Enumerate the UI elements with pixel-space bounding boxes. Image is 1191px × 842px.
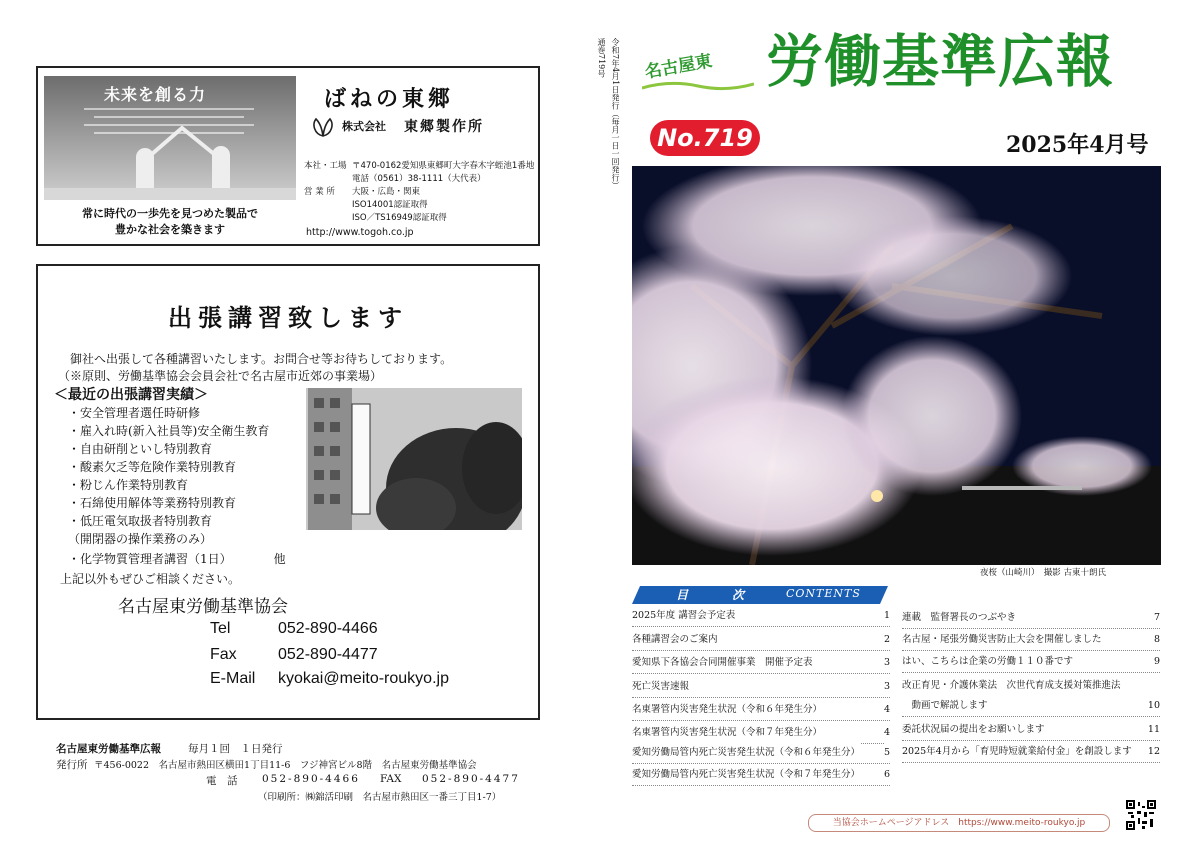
toc-item-page: 2: [884, 630, 890, 650]
seminar-record-heading: ＜最近の出張講習実績＞: [54, 387, 208, 403]
toc-item-title: 死亡災害速報: [632, 677, 689, 697]
toc-item-page: 6: [884, 765, 890, 785]
toc-item-title: 名古屋・尾張労働災害防止大会を開催しました: [902, 630, 1102, 650]
toc-item-title: 2025年4月から「育児時短就業給付金」を創設します: [902, 742, 1132, 762]
toc-item[interactable]: [632, 677, 890, 698]
toc-item[interactable]: [902, 652, 1160, 673]
toc-item-title: 名東署管内災害発生状況（令和６年発生分）: [632, 700, 822, 720]
ad-iso-2: ISO／TS16949認証取得: [352, 213, 447, 223]
toc-item-title: 愛知県下各協会合同開催事業 開催予定表: [632, 653, 813, 673]
seminar-item: ・雇入れ時(新入社員等)安全衛生教育: [68, 424, 270, 438]
seminar-box: [36, 264, 540, 720]
vertical-issue-number: 通巻719号: [597, 38, 606, 78]
ad-company-type: 株式会社: [342, 120, 386, 133]
toc-item[interactable]: [632, 630, 890, 651]
fax-number: 052-890-4477: [278, 646, 378, 663]
photo-caption: 夜桜（山崎川） 撮影 古東十朗氏: [980, 568, 1106, 578]
ad-office-value: 大阪・広島・関東: [352, 187, 421, 197]
ad-photo: [44, 76, 296, 200]
homepage-url-link[interactable]: 当協会ホームページアドレス https://www.meito-roukyo.jp: [808, 814, 1110, 832]
toc-item-title: 愛知労働局管内死亡災害発生状況（令和７年発生分）: [632, 765, 860, 785]
toc-item-page: 4: [884, 700, 890, 720]
ad-iso-1: ISO14001認証取得: [352, 200, 428, 210]
toc-item[interactable]: [632, 743, 890, 764]
toc-item[interactable]: [632, 700, 890, 721]
seminar-item: ・化学物質管理者講習（1日） 他: [68, 552, 286, 566]
toc-item[interactable]: [632, 606, 890, 627]
ad-hq-phone: 電話（0561）38-1111（大代表）: [352, 174, 486, 184]
toc-item-page: 10: [1148, 696, 1160, 716]
toc-item[interactable]: [632, 723, 890, 744]
vertical-issue-date: 令和7年4月1日発行（毎月一日一回発行）: [611, 38, 620, 190]
toc-item[interactable]: [902, 630, 1160, 651]
seminar-item: ・低圧電気取扱者特別教育: [68, 514, 213, 528]
toc-item-page: 3: [884, 677, 890, 697]
footer-fax-label: FAX: [380, 773, 402, 785]
toc-item-title: 委託状況届の提出をお願いします: [902, 720, 1045, 740]
toc-item-title: 名東署管内災害発生状況（令和７年発生分）: [632, 723, 822, 743]
jump-arms-graphic: [44, 76, 296, 200]
ad-office-label: 営 業 所: [304, 187, 335, 197]
seminar-item: ・酸素欠乏等危険作業特別教育: [68, 460, 237, 474]
ad-hq-label: 本社・工場: [304, 161, 347, 171]
toc-item-page: 12: [1148, 742, 1160, 762]
building-graphic: [306, 388, 522, 530]
toc-item-title: 2025年度 講習会予定表: [632, 606, 735, 626]
footer-publisher-label: 発行所: [56, 759, 88, 771]
toc-item[interactable]: [902, 742, 1160, 763]
footer-tel: 052-890-4466: [262, 773, 360, 785]
ad-photo-title: 未来を創る力: [104, 85, 207, 104]
ad-slogan-line: 豊かな社会を築きます: [115, 223, 225, 236]
toc-item-title: 各種講習会のご案内: [632, 630, 718, 650]
seminar-item: ・粉じん作業特別教育: [68, 478, 189, 492]
cover-photo: [632, 166, 1161, 565]
footer-publisher-address: 〒456-0022 名古屋市熱田区横田1丁目11-6 フジ神宮ビル8階 名古屋東労働基準協会: [94, 760, 477, 771]
toc-item[interactable]: [632, 653, 890, 674]
seminar-item: ・自由研削といし特別教育: [68, 442, 213, 456]
toc-item[interactable]: [902, 676, 1160, 696]
toc-item-title: 改正育児・介護休業法 次世代育成支援対策推進法: [902, 676, 1121, 696]
qr-code-icon[interactable]: [1126, 800, 1156, 830]
toc-item[interactable]: [902, 720, 1160, 741]
seminar-org-name: 名古屋東労働基準協会: [118, 597, 288, 617]
toc-item[interactable]: [902, 696, 1160, 717]
masthead-title: 労働基準広報: [766, 29, 1114, 95]
seminar-item: ・安全管理者選任時研修: [68, 406, 201, 420]
tel-number[interactable]: 052-890-4466: [278, 620, 378, 637]
toc-title: 目 次: [676, 588, 761, 602]
toc-item-page: 3: [884, 653, 890, 673]
toc-item-page: 5: [884, 743, 890, 763]
toc-item-page: 7: [1154, 608, 1160, 628]
seminar-title: 出張講習致します: [168, 304, 408, 332]
masthead-wave-decoration: [642, 80, 754, 92]
footer-frequency: 毎月１回 １日発行: [188, 743, 283, 755]
toc-item[interactable]: [632, 765, 890, 786]
toc-title-en: CONTENTS: [786, 587, 861, 600]
seminar-item: （開閉器の操作業務のみ）: [68, 532, 213, 546]
toc-item[interactable]: [902, 608, 1160, 629]
toc-item-page: 1: [884, 606, 890, 626]
footer-printer: （印刷所：㈱錦活印刷 名古屋市熱田区一番三丁目1-7）: [258, 792, 502, 803]
toc-item-title: はい、こちらは企業の労働１１０番です: [902, 652, 1073, 672]
footer-tel-label: 電 話: [206, 775, 238, 787]
advertisement-box: [36, 66, 540, 246]
toc-item-page: 4: [884, 723, 890, 743]
seminar-note: （※原則、労働基準協会会員会社で名古屋市近郊の事業場）: [58, 369, 383, 383]
seminar-intro: 御社へ出張して各種講習いたします。お問合せ等お待ちしております。: [70, 352, 453, 366]
ad-slogan: [44, 206, 296, 238]
seminar-item: ・石綿使用解体等業務特別教育: [68, 496, 237, 510]
footer-publication-name: 名古屋東労働基準広報: [56, 743, 161, 755]
ad-slogan-line: 常に時代の一歩先を見つめた製品で: [82, 207, 258, 220]
toc-item-title: 動画で解説します: [902, 696, 988, 716]
toc-item-page: 9: [1154, 652, 1160, 672]
footer-fax: 052-890-4477: [422, 773, 520, 785]
email-link[interactable]: kyokai@meito-roukyo.jp: [278, 670, 449, 687]
tel-label: Tel: [210, 620, 231, 637]
vertical-publication-info: [592, 38, 622, 198]
company-logo-icon: [310, 116, 336, 138]
night-cherry-blossom-graphic: [632, 166, 1161, 565]
toc-item-page: 11: [1148, 720, 1160, 740]
toc-item-title: 愛知労働局管内死亡災害発生状況（令和６年発生分）: [632, 743, 860, 763]
ad-company-legal-name: 東郷製作所: [404, 119, 484, 135]
ad-company-name: ばねの東郷: [324, 86, 455, 112]
seminar-consult: 上記以外もぜひご相談ください。: [60, 572, 241, 586]
issue-number-badge: No.719: [650, 120, 760, 156]
toc-item-title: 連載 監督署長のつぶやき: [902, 608, 1016, 628]
ad-url-link[interactable]: http://www.togoh.co.jp: [306, 227, 414, 238]
email-label: E-Mail: [210, 670, 256, 687]
ad-hq-address: 〒470-0162愛知県東郷町大字春木字蛭池1番地: [352, 161, 535, 171]
fax-label: Fax: [210, 646, 237, 663]
issue-month: 2025年4月号: [1006, 132, 1149, 158]
toc-item-page: 8: [1154, 630, 1160, 650]
masthead-subtitle: 名古屋東: [643, 51, 714, 83]
seminar-building-photo: [306, 388, 522, 530]
